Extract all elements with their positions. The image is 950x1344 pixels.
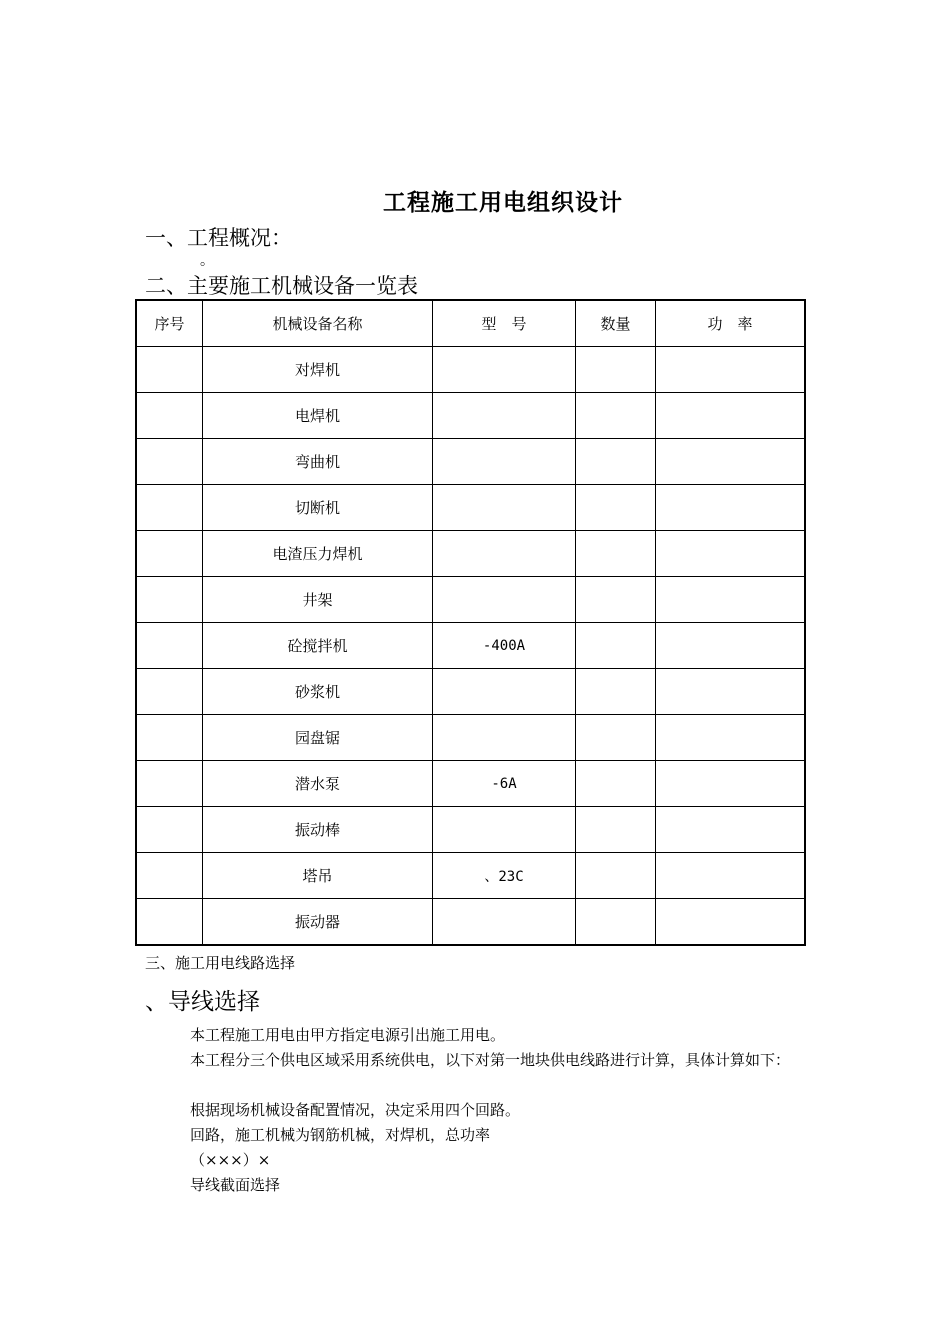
- power-cell: [656, 715, 806, 761]
- table-row: [136, 485, 805, 531]
- equipment-name-cell: 切断机: [203, 485, 433, 531]
- equipment-name-cell: 砼搅拌机: [203, 623, 433, 669]
- quantity-cell: [576, 393, 656, 439]
- paragraph-circuit-load: 回路，施工机械为钢筋机械，对焊机，总功率: [190, 1126, 491, 1144]
- table-row: [136, 439, 805, 485]
- equipment-name-cell: 对焊机: [203, 347, 433, 393]
- table-row: [136, 347, 805, 393]
- table-row: [136, 393, 805, 439]
- table-row: [136, 715, 805, 761]
- table-row: [136, 623, 805, 669]
- serial-cell: [136, 347, 203, 393]
- section-heading-equipment: 二、主要施工机械设备一览表: [145, 274, 418, 298]
- paragraph-formula: （×××）×: [190, 1151, 271, 1169]
- equipment-name-cell: 潜水泵: [203, 761, 433, 807]
- model-cell: [433, 347, 576, 393]
- equipment-name-cell: 砂浆机: [203, 669, 433, 715]
- equipment-name-cell: 振动器: [203, 899, 433, 946]
- table-row: [136, 669, 805, 715]
- equipment-name-cell: 振动棒: [203, 807, 433, 853]
- power-cell: [656, 347, 806, 393]
- serial-cell: [136, 393, 203, 439]
- paragraph-supply-areas: 本工程分三个供电区域采用系统供电，以下对第一地块供电线路进行计算，具体计算如下：: [190, 1051, 791, 1069]
- power-cell: [656, 531, 806, 577]
- power-cell: [656, 853, 806, 899]
- equipment-table: [135, 299, 806, 946]
- serial-cell: [136, 439, 203, 485]
- header-model: 型 号: [433, 300, 576, 347]
- table-row: [136, 899, 805, 946]
- serial-cell: [136, 623, 203, 669]
- quantity-cell: [576, 715, 656, 761]
- header-serial: 序号: [136, 300, 203, 347]
- quantity-cell: [576, 623, 656, 669]
- model-cell: [433, 485, 576, 531]
- equipment-name-cell: 电焊机: [203, 393, 433, 439]
- paragraph-power-source: 本工程施工用电由甲方指定电源引出施工用电。: [190, 1026, 506, 1044]
- equipment-name-cell: 弯曲机: [203, 439, 433, 485]
- serial-cell: [136, 715, 203, 761]
- power-cell: [656, 807, 806, 853]
- model-cell: [433, 715, 576, 761]
- document-title: 工程施工用电组织设计: [383, 190, 623, 216]
- paragraph-conductor-section: 导线截面选择: [190, 1176, 281, 1194]
- serial-cell: [136, 485, 203, 531]
- model-cell: [433, 577, 576, 623]
- table-row: [136, 761, 805, 807]
- equipment-name-cell: 塔吊: [203, 853, 433, 899]
- model-cell: [433, 531, 576, 577]
- quantity-cell: [576, 347, 656, 393]
- model-cell: [433, 807, 576, 853]
- quantity-cell: [576, 807, 656, 853]
- power-cell: [656, 393, 806, 439]
- serial-cell: [136, 899, 203, 946]
- model-cell: -400A: [433, 623, 576, 669]
- equipment-name-cell: 电渣压力焊机: [203, 531, 433, 577]
- model-cell: [433, 393, 576, 439]
- serial-cell: [136, 669, 203, 715]
- quantity-cell: [576, 669, 656, 715]
- quantity-cell: [576, 761, 656, 807]
- model-cell: -6A: [433, 761, 576, 807]
- serial-cell: [136, 531, 203, 577]
- header-power: 功 率: [656, 300, 806, 347]
- table-row: [136, 577, 805, 623]
- model-cell: 、23C: [433, 853, 576, 899]
- power-cell: [656, 761, 806, 807]
- paragraph-circuits: 根据现场机械设备配置情况，决定采用四个回路。: [190, 1101, 521, 1119]
- table-row: [136, 807, 805, 853]
- section-heading-overview: 一、工程概况：: [145, 226, 292, 250]
- model-cell: [433, 439, 576, 485]
- subsection-heading-conductor: 、导线选择: [145, 989, 260, 1015]
- model-cell: [433, 669, 576, 715]
- section-heading-wiring: 三、施工用电线路选择: [145, 954, 296, 972]
- quantity-cell: [576, 531, 656, 577]
- header-quantity: 数量: [576, 300, 656, 347]
- equipment-name-cell: 井架: [203, 577, 433, 623]
- quantity-cell: [576, 485, 656, 531]
- model-cell: [433, 899, 576, 946]
- quantity-cell: [576, 853, 656, 899]
- quantity-cell: [576, 899, 656, 946]
- power-cell: [656, 623, 806, 669]
- equipment-name-cell: 园盘锯: [203, 715, 433, 761]
- power-cell: [656, 439, 806, 485]
- power-cell: [656, 577, 806, 623]
- serial-cell: [136, 853, 203, 899]
- overview-placeholder-dot: 。: [200, 253, 214, 269]
- serial-cell: [136, 761, 203, 807]
- quantity-cell: [576, 577, 656, 623]
- table-row: [136, 531, 805, 577]
- header-equipment-name: 机械设备名称: [203, 300, 433, 347]
- power-cell: [656, 899, 806, 946]
- power-cell: [656, 669, 806, 715]
- serial-cell: [136, 807, 203, 853]
- table-row: [136, 853, 805, 899]
- serial-cell: [136, 577, 203, 623]
- table-header-row: [136, 300, 805, 347]
- power-cell: [656, 485, 806, 531]
- quantity-cell: [576, 439, 656, 485]
